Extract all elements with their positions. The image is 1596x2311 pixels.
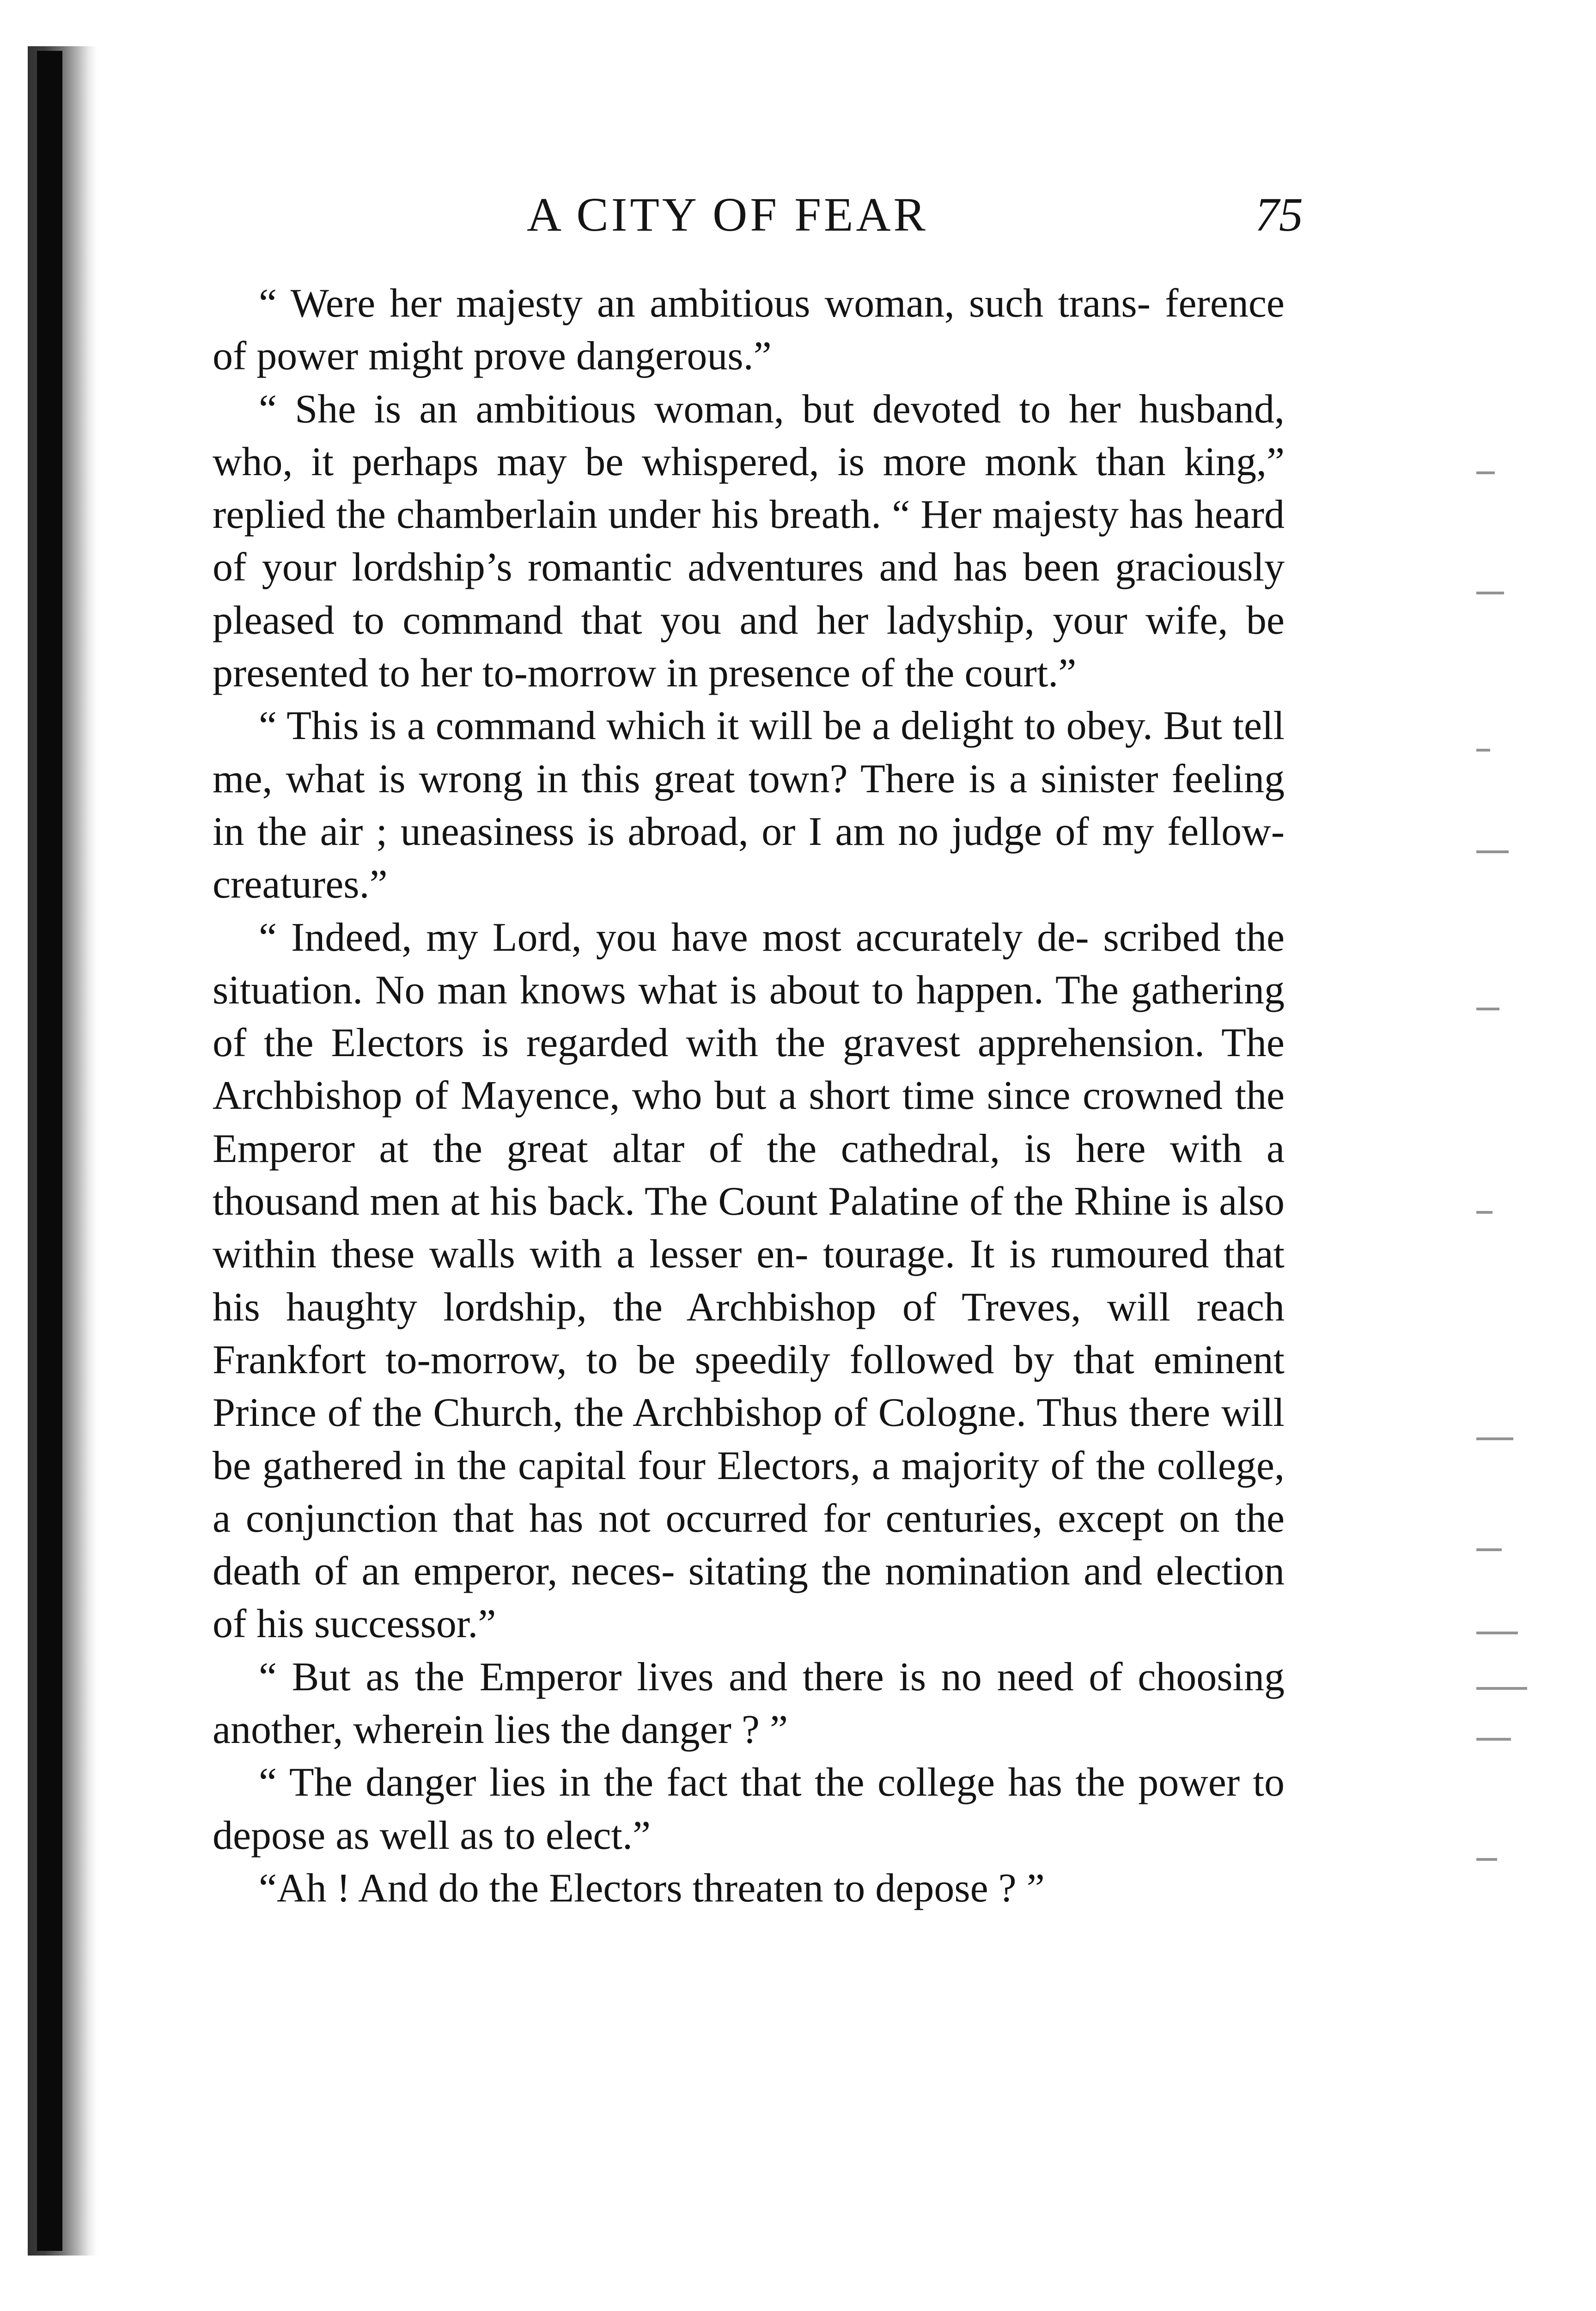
binding-edge — [37, 51, 62, 2251]
body-text — [213, 277, 1285, 1915]
paragraph: “Ah ! And do the Electors threaten to depose ? ” — [259, 1865, 1045, 1911]
paragraph: “ The danger lies in the fact that the college has the power to depose as well as to elect.” — [213, 1760, 1285, 1858]
paragraph: “ She is an ambitious woman, but devoted to her husband, who, it perhaps may be whispered, is more monk than king,” replied the chamberlain under his breath. “ Her majesty has heard of your lordship’s romantic adventures and has been graciously pleased to command that you and her ladyship, your wife, be presented to her to-morrow in presence of the court.” — [213, 386, 1285, 696]
paragraph: “ Were her majesty an ambitious woman, such trans- ference of power might prove dangerous.” — [213, 281, 1285, 379]
page-number: 75 — [1255, 188, 1303, 241]
page-edge-artifacts — [1476, 92, 1536, 1895]
running-head — [213, 183, 1303, 247]
running-title: A CITY OF FEAR — [527, 188, 928, 241]
paragraph: “ Indeed, my Lord, you have most accurately de- scribed the situation. No man knows what is about to happen. The gathering of the Electors is regarded with the gravest apprehension. The Archbishop of Mayence, who but a short time since crowned the Emperor at the great altar of the cathedral, is here with a thousand men at his back. The Count Palatine of the Rhine is also within these walls with a lesser en- tourage. It is rumoured that his haughty lordship, the Archbishop of Treves, will reach Frankfort to-morrow, to be speedily followed by that eminent Prince of the Church, the Archbishop of Cologne. Thus there will be gathered in the capital four Electors, a majority of the college, a conjunction that has not occurred for centuries, except on the death of an emperor, neces- sitating the nomination and election of his successor.” — [213, 915, 1285, 1647]
paragraph: “ This is a command which it will be a delight to obey. But tell me, what is wrong in this great town? There is a sinister feeling in the air ; uneasiness is abroad, or I am no judge of my fellow-creatures.” — [213, 703, 1285, 907]
paragraph: “ But as the Emperor lives and there is no need of choosing another, wherein lies the danger ? ” — [213, 1654, 1285, 1753]
